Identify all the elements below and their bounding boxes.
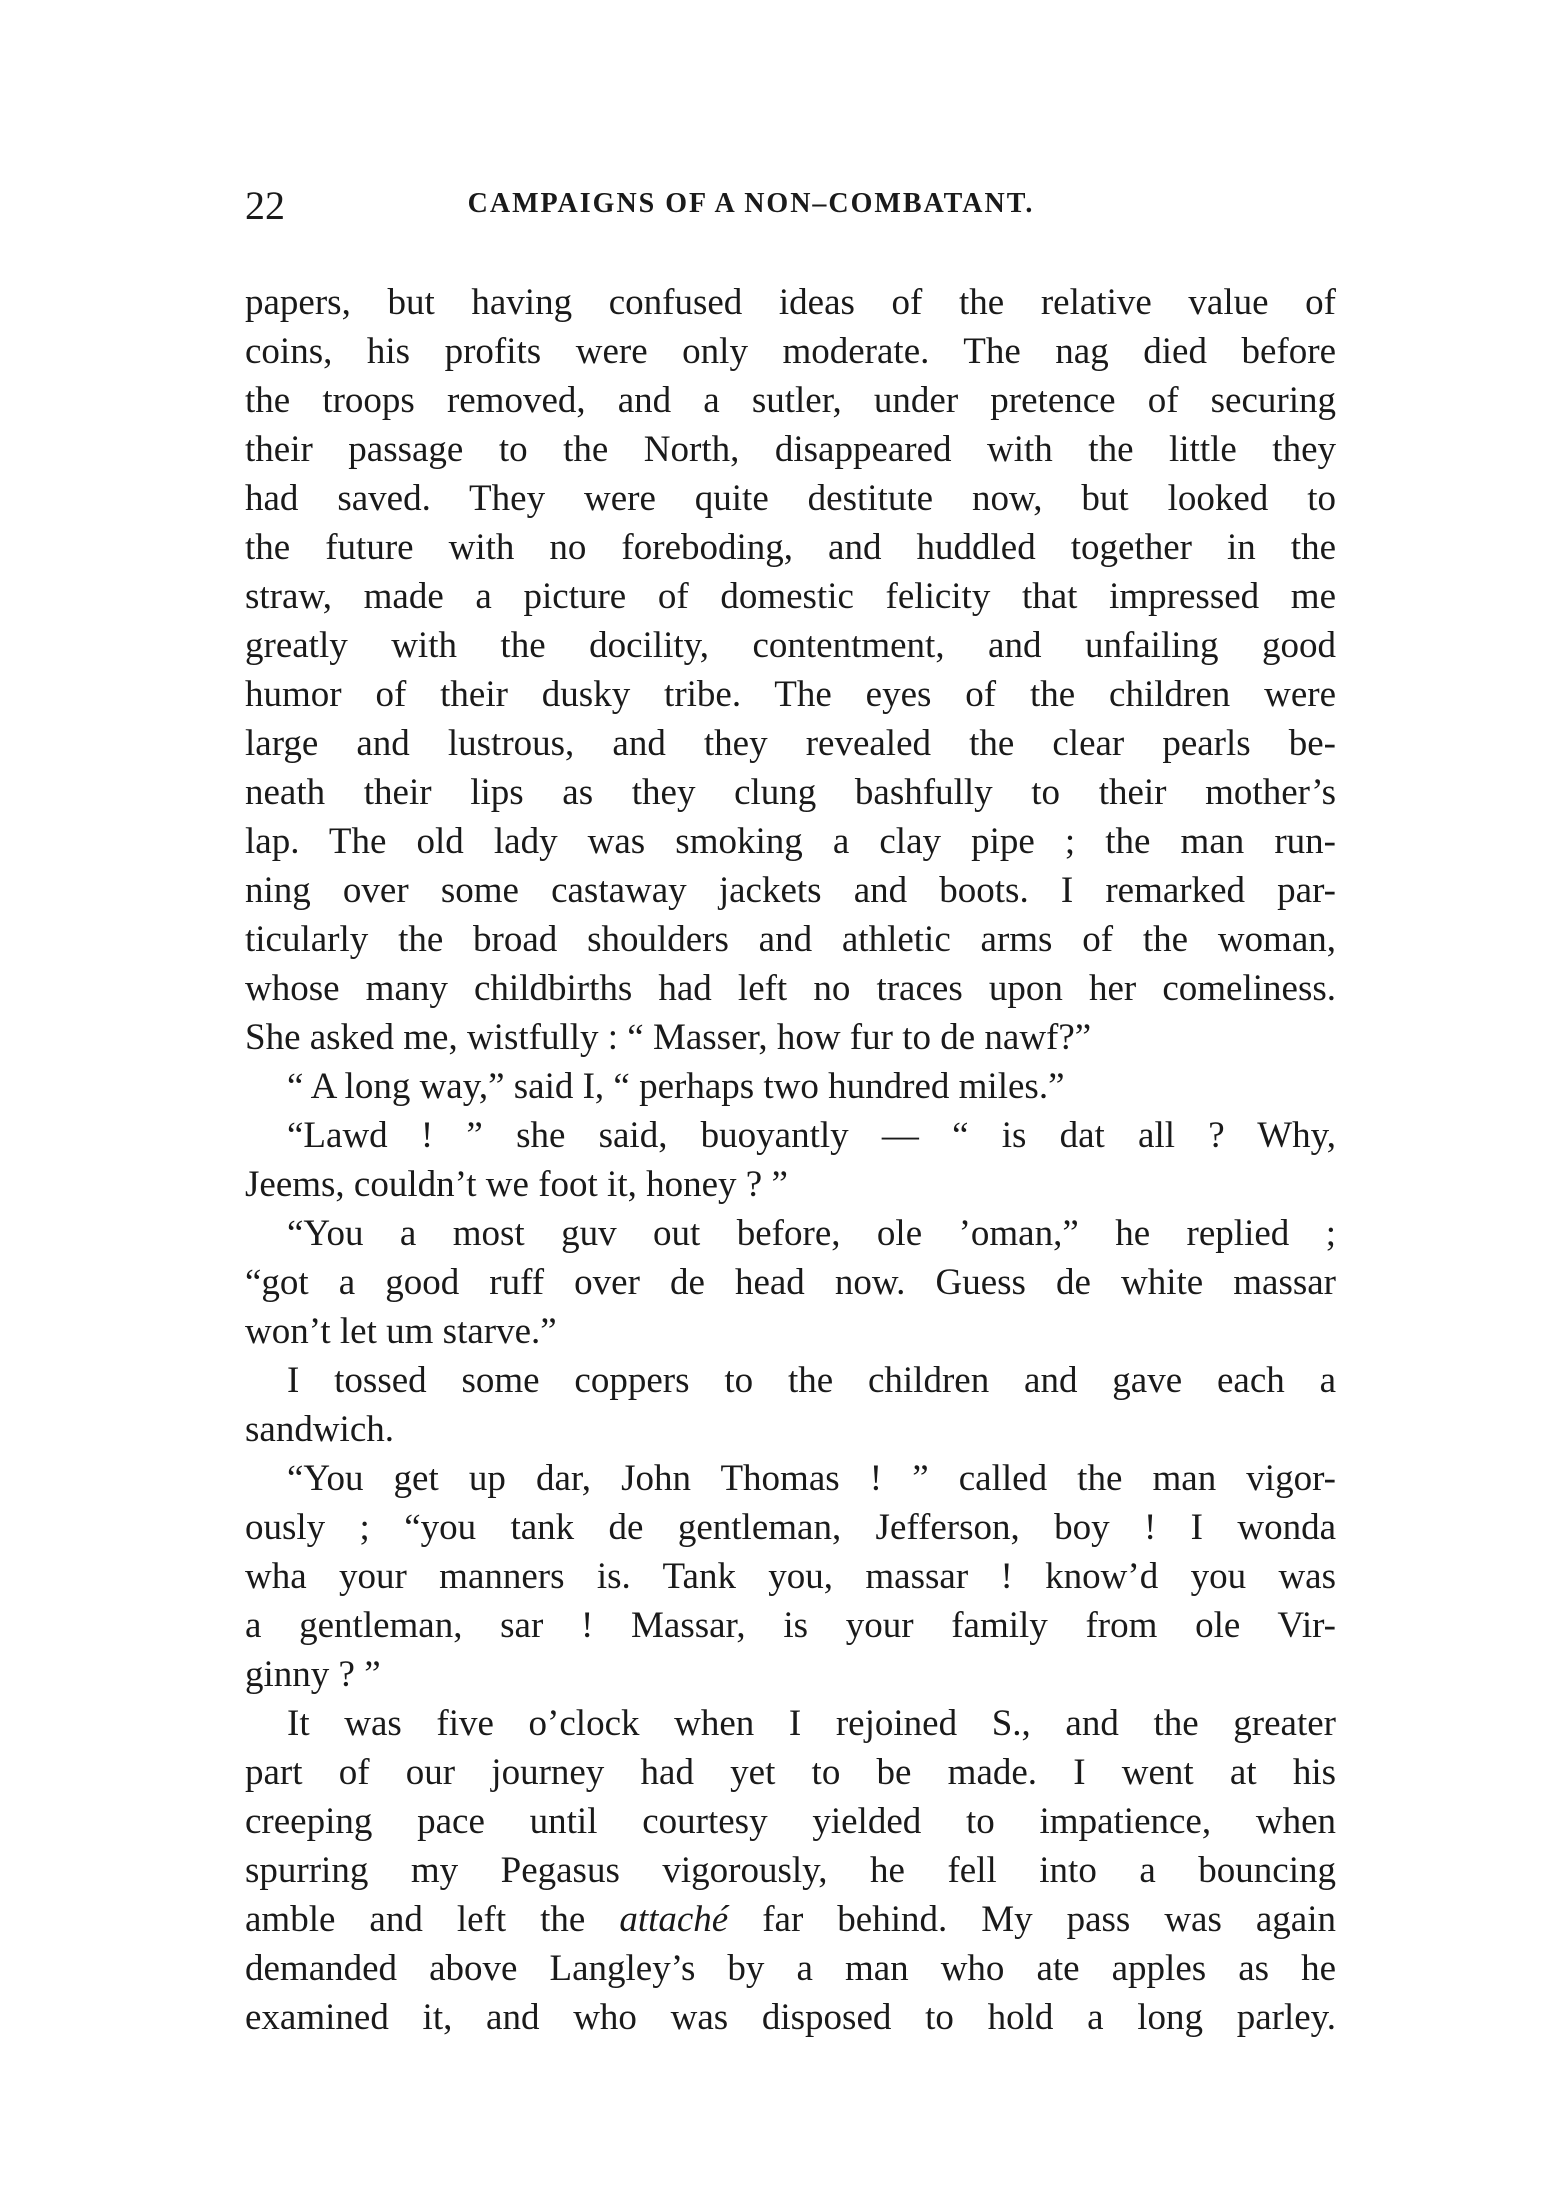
text-line: She asked me, wistfully : “ Masser, how fur to de nawf?” [245, 1017, 1092, 1058]
text-line: neath their lips as they clung bashfully to their mother’s [245, 772, 1336, 813]
text-line: whose many childbirths had left no traces upon her comeliness. [245, 968, 1336, 1009]
text-line: had saved. They were quite destitute now, but looked to [245, 478, 1336, 519]
text-line: ticularly the broad shoulders and athletic arms of the woman, [245, 919, 1336, 960]
text-line: spurring my Pegasus vigorously, he fell into a bouncing [245, 1850, 1336, 1891]
text-line: “You a most guv out before, ole ’oman,” he replied ; [287, 1213, 1336, 1254]
text-line: ously ; “you tank de gentleman, Jefferson, boy ! I wonda [245, 1507, 1336, 1548]
text-line: won’t let um starve.” [245, 1311, 557, 1352]
text-line: “ A long way,” said I, “ perhaps two hundred miles.” [287, 1066, 1065, 1107]
text-line: humor of their dusky tribe. The eyes of the children were [245, 674, 1336, 715]
text-line: ning over some castaway jackets and boots. I remarked par- [245, 870, 1336, 911]
text-line: ginny ? ” [245, 1654, 381, 1695]
page-header [245, 182, 1336, 232]
text-line: the troops removed, and a sutler, under pretence of securing [245, 380, 1336, 421]
text-line: a gentleman, sar ! Massar, is your family from ole Vir- [245, 1605, 1336, 1646]
text-line: demanded above Langley’s by a man who ate apples as he [245, 1948, 1336, 1989]
text-line: large and lustrous, and they revealed the clear pearls be- [245, 723, 1336, 764]
text-line: It was five o’clock when I rejoined S., and the greater [287, 1703, 1336, 1744]
italic-word: attaché [619, 1899, 729, 1940]
line-segment: far behind. My pass was again [728, 1899, 1336, 1940]
text-line: part of our journey had yet to be made. I went at his [245, 1752, 1336, 1793]
text-line: the future with no foreboding, and huddled together in the [245, 527, 1336, 568]
running-title: CAMPAIGNS OF A NON–COMBATANT. [467, 188, 1035, 219]
text-line: “got a good ruff over de head now. Guess de white massar [245, 1262, 1336, 1303]
text-line: straw, made a picture of domestic felicity that impressed me [245, 576, 1336, 617]
text-line: sandwich. [245, 1409, 394, 1450]
text-line: coins, his profits were only moderate. The nag died before [245, 331, 1336, 372]
text-line: examined it, and who was disposed to hold a long parley. [245, 1997, 1336, 2038]
text-line: “You get up dar, John Thomas ! ” called the man vigor- [287, 1458, 1336, 1499]
text-line: wha your manners is. Tank you, massar ! know’d you was [245, 1556, 1336, 1597]
text-line: creeping pace until courtesy yielded to impatience, when [245, 1801, 1336, 1842]
line-segment: amble and left the [245, 1899, 620, 1940]
text-line [245, 1895, 1336, 1944]
text-line: Jeems, couldn’t we foot it, honey ? ” [245, 1164, 788, 1205]
page-number: 22 [245, 183, 285, 228]
text-line: their passage to the North, disappeared with the little they [245, 429, 1336, 470]
text-line: greatly with the docility, contentment, and unfailing good [245, 625, 1336, 666]
text-line: papers, but having confused ideas of the relative value of [245, 282, 1336, 323]
text-line: “Lawd ! ” she said, buoyantly — “ is dat all ? Why, [287, 1115, 1336, 1156]
body-text [245, 278, 1336, 2042]
text-line: lap. The old lady was smoking a clay pipe ; the man run- [245, 821, 1336, 862]
text-line: I tossed some coppers to the children and gave each a [287, 1360, 1336, 1401]
